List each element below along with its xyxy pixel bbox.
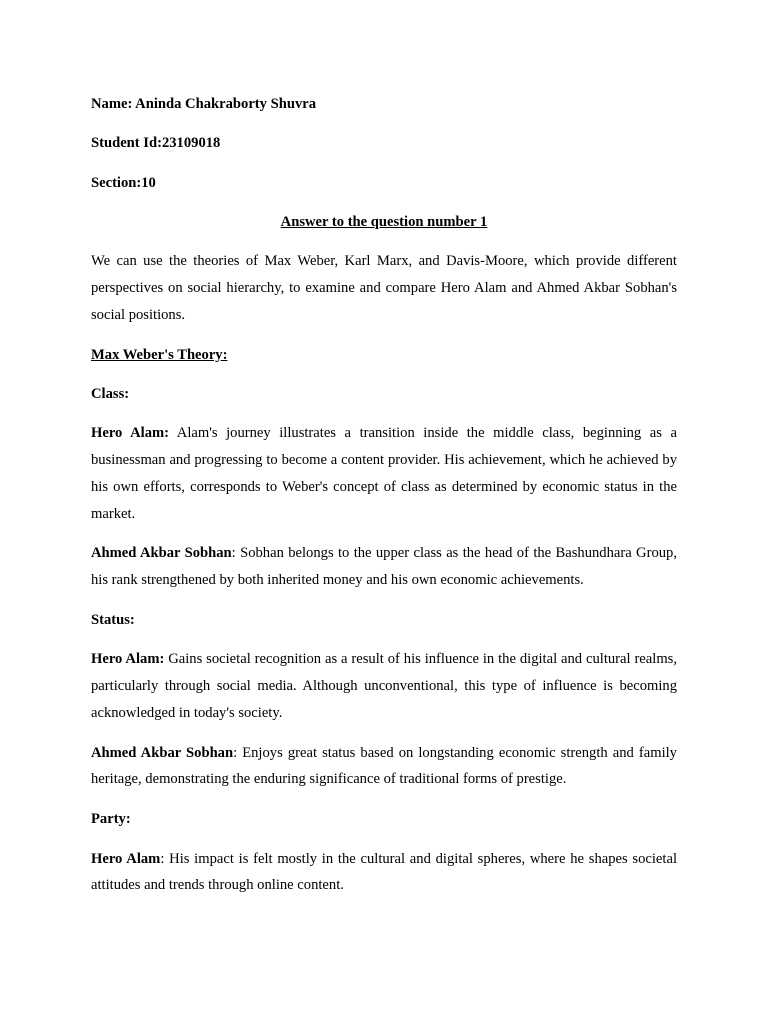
paragraph-text: Gains societal recognition as a result of his influence in the digital and cultural realms, particularly through social media. Although unconventional, this type of influence is becoming acknowledged in today's society. (91, 651, 677, 721)
paragraph-text: : Sobhan belongs to the upper class as the head of the Bashundhara Group, his rank strengthened by both inherited money and his own economic achievements. (91, 545, 677, 589)
status-heading: Status: (91, 611, 135, 628)
class-heading: Class: (91, 385, 130, 402)
student-id: Student Id:23109018 (91, 135, 221, 152)
paragraph-text: Alam's journey illustrates a transition inside the middle class, beginning as a businessman and progressing to become a content provider. His achievement, which he achieved by his own efforts, corresponds to Weber's concept of class as determined by economic status in the market. (91, 425, 677, 522)
status-hero-alam-paragraph (91, 646, 677, 726)
paragraph-text: : Enjoys great status based on longstanding economic strength and family heritage, demonstrating the enduring significance of traditional forms of prestige. (91, 744, 677, 788)
paragraph-lead: Hero Alam: (91, 651, 165, 668)
weber-theory-heading: Max Weber's Theory: (91, 346, 228, 363)
paragraph-text: : His impact is felt mostly in the cultural and digital spheres, where he shapes societal attitudes and trends through online content. (91, 850, 677, 894)
class-hero-alam-paragraph (91, 420, 677, 527)
paragraph-lead: Hero Alam: (91, 425, 170, 442)
answer-title: Answer to the question number 1 (280, 213, 488, 230)
status-sobhan-paragraph (91, 740, 677, 794)
intro-paragraph: We can use the theories of Max Weber, Karl Marx, and Davis-Moore, which provide different perspectives on social hierarchy, to examine and compare Hero Alam and Ahmed Akbar Sobhan's social positions. (91, 253, 677, 323)
document-page (91, 91, 677, 912)
student-name: Name: Aninda Chakraborty Shuvra (91, 96, 317, 112)
party-hero-alam-paragraph (91, 846, 677, 900)
paragraph-lead: Ahmed Akbar Sobhan (91, 545, 232, 562)
paragraph-lead: Ahmed Akbar Sobhan (91, 744, 234, 761)
section-number: Section:10 (91, 174, 156, 191)
paragraph-lead: Hero Alam (91, 850, 161, 867)
party-heading: Party: (91, 811, 131, 828)
class-sobhan-paragraph (91, 540, 677, 594)
